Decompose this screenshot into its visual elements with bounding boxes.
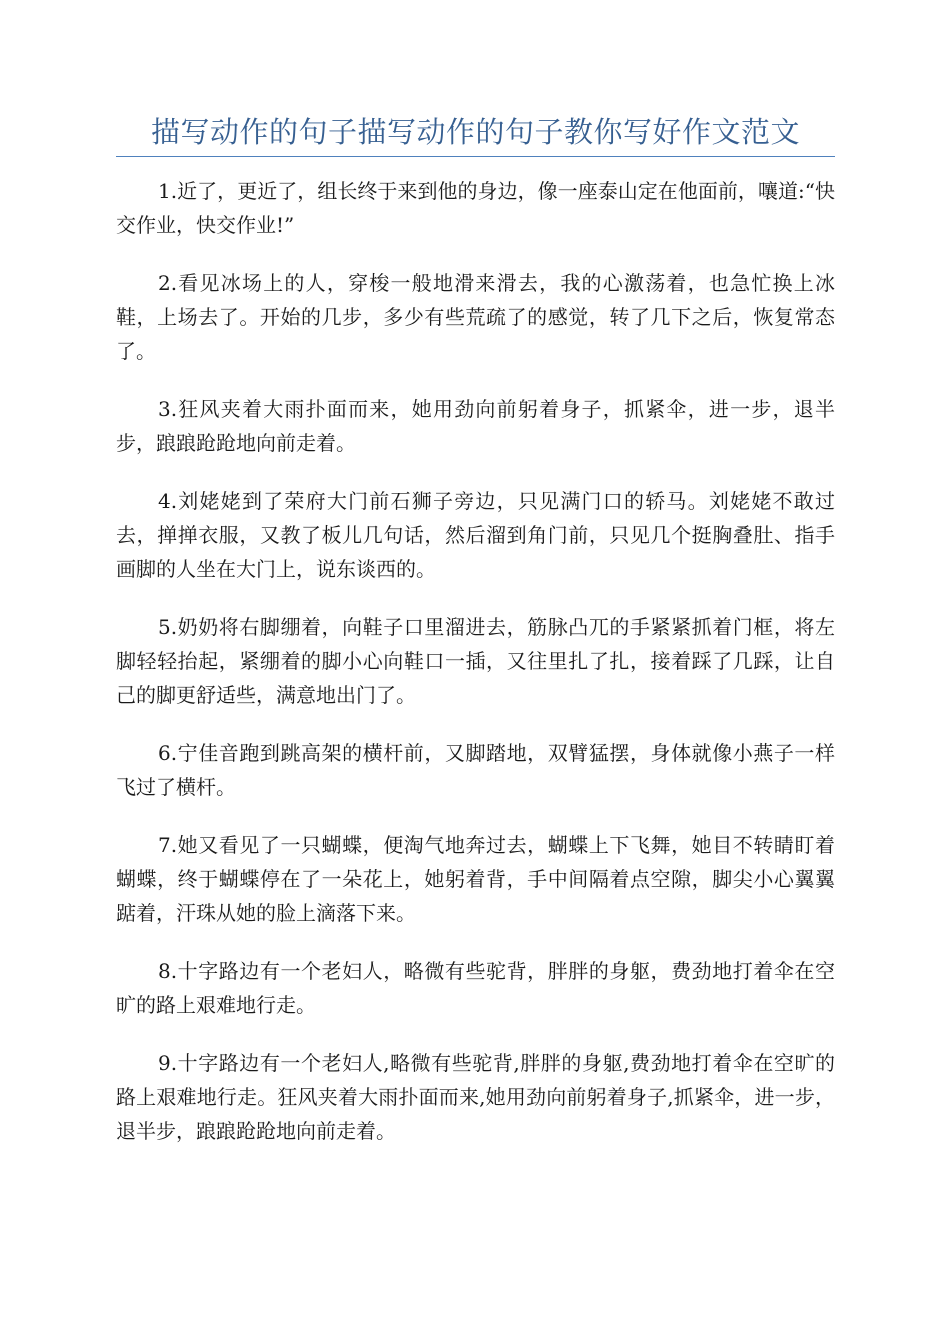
paragraph-5: 5.奶奶将右脚绷着，向鞋子口里溜进去，筋脉凸兀的手紧紧抓着门框，将左脚轻轻抬起，紧绷着的脚小心向鞋口一插，又往里扎了扎，接着踩了几踩，让自己的脚更舒适些，满意地出门了。: [116, 615, 835, 707]
paragraph-7: 7.她又看见了一只蝴蝶，便淘气地奔过去，蝴蝶上下飞舞，她目不转睛盯着蝴蝶，终于蝴蝶停在了一朵花上，她躬着背，手中间隔着点空隙，脚尖小心翼翼踮着，汗珠从她的脸上滴落下来。: [116, 833, 835, 925]
paragraph-1: 1.近了，更近了，组长终于来到他的身边，像一座泰山定在他面前，嚷道:“快交作业，快交作业!”: [116, 179, 835, 237]
document-title: 描写动作的句子描写动作的句子教你写好作文范文: [150, 115, 800, 149]
document-body: [116, 174, 835, 1172]
paragraph-3: 3.狂风夹着大雨扑面而来，她用劲向前躬着身子，抓紧伞，进一步，退半步，踉踉跄跄地向前走着。: [116, 397, 835, 455]
paragraph-8: 8.十字路边有一个老妇人，略微有些驼背，胖胖的身躯，费劲地打着伞在空旷的路上艰难地行走。: [116, 959, 835, 1017]
paragraph-2: 2.看见冰场上的人，穿梭一般地滑来滑去，我的心激荡着，也急忙换上冰鞋，上场去了。开始的几步，多少有些荒疏了的感觉，转了几下之后，恢复常态了。: [116, 271, 835, 363]
paragraph-9: 9.十字路边有一个老妇人,略微有些驼背,胖胖的身躯,费劲地打着伞在空旷的路上艰难地行走。狂风夹着大雨扑面而来,她用劲向前躬着身子,抓紧伞，进一步，退半步，踉踉跄跄地向前走着。: [116, 1051, 835, 1143]
paragraph-6: 6.宁佳音跑到跳高架的横杆前，又脚踏地，双臂猛摆，身体就像小燕子一样飞过了横杆。: [116, 741, 835, 799]
title-block: [116, 112, 835, 157]
paragraph-4: 4.刘姥姥到了荣府大门前石狮子旁边，只见满门口的轿马。刘姥姥不敢过去，掸掸衣服，又教了板儿几句话，然后溜到角门前，只见几个挺胸叠肚、指手画脚的人坐在大门上，说东谈西的。: [116, 489, 835, 581]
